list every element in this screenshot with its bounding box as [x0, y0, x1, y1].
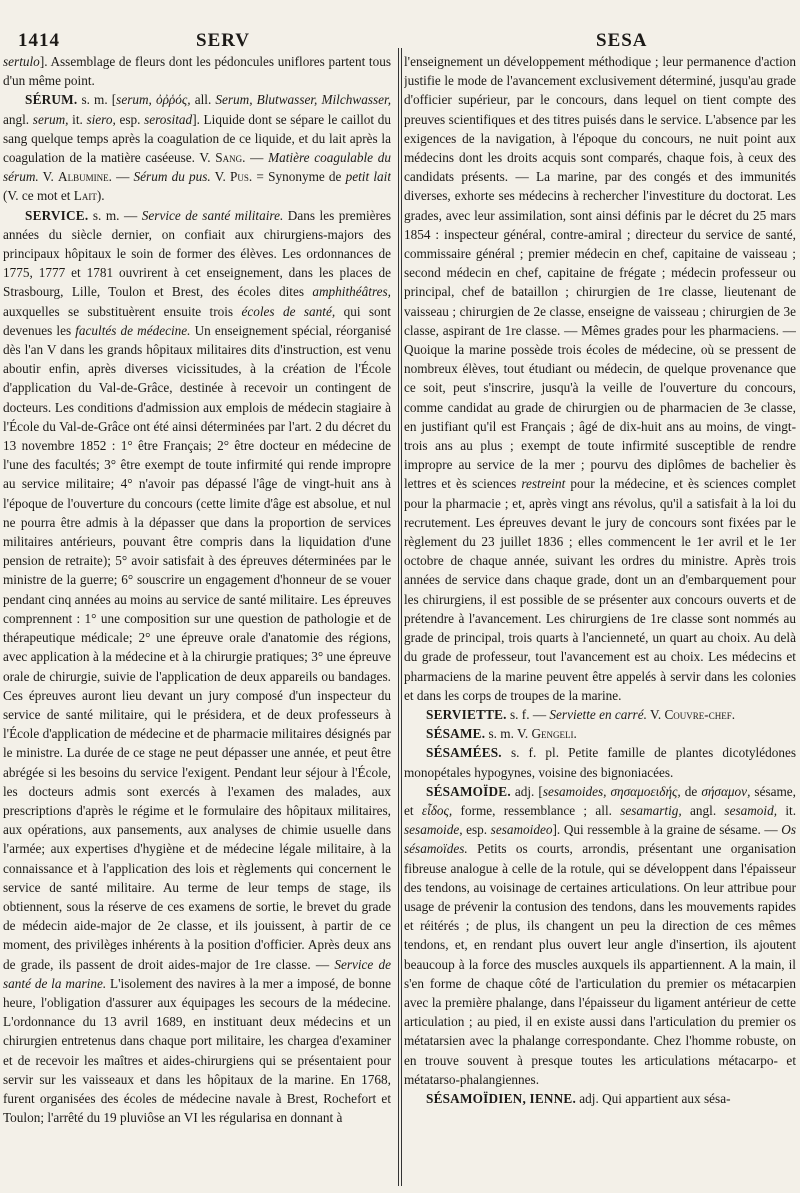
headword: SÉRUM.	[25, 92, 78, 108]
entry-sesamoidien: SÉSAMOÏDIEN, IENNE. adj. Qui appartient aux sésa-	[426, 1090, 731, 1106]
column-divider	[398, 48, 402, 1186]
entry-sesamoide: SÉSAMOÏDE. adj. [sesamoides, σησαμοειδής, de σήσαμον, sésame, et εἶδος, forme, ressemblance ; all. sesamartig, angl. sesamoid, it. sesamoide, esp. sesamoideo]. Qui ressemble à la graine de sésame. — Os sésamoïdes. Petits os courts, arrondis, présentant une organisation fibreuse analogue à celle de la rotule, qui se développent dans l'épaisseur des tendons, au voisinage de certaines articulations. On leur attribue pour usage de prévenir la contusion des tendons, dans les mouvements rapides et réitérés ; de plus, ils changent un peu la direction de ces mêmes tendons, et, en rendant plus ouvert leur angle d'insertion, ils ajoutent beaucoup à la force des muscles auxquels ils appartiennent. A la main, il s'en forme de chaque côté de l'articulation du premier os métacarpien avec la première phalange, dans l'épaisseur du ligament antérieur de cette articulation ; au pied, il en existe aussi dans l'articulation du premier os métatarsien avec la phalange correspondante. Chez l'homme robuste, on en trouve souvent à presque toutes les articulations métacarpo- et métatarso-phalangiennes.	[404, 783, 796, 1087]
entry-continuation: sertulo]. Assemblage de fleurs dont les pédoncules uniflores partent tous d'un même point.	[3, 54, 391, 89]
running-head-left: SERV	[196, 30, 251, 51]
headword: SERVIETTE.	[426, 706, 507, 722]
entry-sesame: SÉSAME. s. m. V. Gengeli.	[426, 726, 577, 742]
page-number: 1414	[18, 30, 60, 51]
headword: SERVICE.	[25, 207, 89, 223]
entry-continuation: l'enseignement un développement méthodique ; leur permanence d'action justifie le mode de l'avancement exclusivement déterminé, jusqu'au grade d'officier supérieur, par le concours, dans lequel on tient compte des preuves scientifiques et des titres puisés dans le service. L'absence par les exigences de la navigation, à l'époque du concours, ne nuit point aux médecins dont les droits acquis sont comparés, chaque fois, à ceux des candidats présents. — La marine, par des congés et des immunités diverses, exhorte ses médecins à rechercher l'investiture du doctorat. Les grades, avec leur assimilation, sont ainsi définis par le décret du 25 mars 1854 : inspecteur général, contre-amiral ; directeur du service de santé, commissaire général ; premier médecin en chef, capitaine de vaisseau ; second médecin en chef, capitaine de frégate ; médecin professeur ou principal, chef de bataillon ; chirurgien de 1re classe, lieutenant de vaisseau ; chirurgien de 2e classe, enseigne de vaisseau ; chirurgien de 3e classe, aspirant de 1re classe. — Mêmes grades pour les pharmaciens. — Quoique la marine possède trois écoles de médecine, où se pressent de nombreux élèves, tout étudiant ou médecin, de quelque provenance que ce soit, peut s'inscrire, jusqu'à la veille de l'ouverture du concours, comme candidat au grade de chirurgien ou de pharmacien de 3e classe, en justifiant qu'il est Français ; âgé de dix-huit ans au moins, de vingt-trois ans au plus ; exempt de toute infirmité susceptible de rendre impropre au service de la mer ; pourvu des diplômes de bachelier ès lettres et ès sciences restreint pour la médecine, et ès sciences complet pour la pharmacie ; et, après vingt ans révolus, qu'il a satisfait à la loi du recrutement. Les épreuves devant le jury de concours sont fixées par le règlement du 23 juillet 1836 ; elles commencent le 1er avril et le 1er octobre de chaque année, suivant les ordres du ministre. Après trois années de service dans chaque grade, dont un an d'embarquement pour les chirurgiens, il est possible de se présenter aux concours ouverts et de prétendre à l'avancement. Les chirurgiens de 1re classe sont nommés au grade de principal, trois quarts à l'ancienneté, un quart au choix. Au delà du grade de professeur, tout l'avancement est au choix. Les médecins et pharmaciens de la marine peuvent être appelés à servir dans les colonies et dans les corps de troupes de la marine.	[404, 54, 796, 703]
headword: SÉSAMÉES.	[426, 745, 502, 761]
running-head-right: SESA	[596, 30, 648, 51]
headword: SÉSAMOÏDIEN, IENNE.	[426, 1090, 576, 1106]
left-column	[3, 52, 391, 1188]
entry-sesamees: SÉSAMÉES. s. f. pl. Petite famille de plantes dicotylédones monopétales hypogynes, voisine des bignoniacées.	[404, 745, 796, 780]
entry-service: SERVICE. s. m. — Service de santé militaire. Dans les premières années du siècle dernier, on confiait aux chirurgiens-majors des principaux hôpitaux le soin de former des élèves. Les ordonnances de 1775, 1777 et 1781 ouvrirent à cet enseignement, dans les places de Strasbourg, Lille, Toulon et Brest, des écoles dites amphithéâtres, auxquelles se substituèrent ensuite trois écoles de santé, qui sont devenues les facultés de médecine. Un enseignement spécial, réorganisé dès l'an V dans les grands hôpitaux militaires dits d'instruction, est venu aboutir enfin, après diverses vicissitudes, à la création de l'École d'application du Val-de-Grâce, destinée à recevoir un contingent de docteurs. Les conditions d'admission aux emplois de médecin stagiaire à l'École du Val-de-Grâce ont été ainsi déterminées par l'art. 2 du décret du 13 novembre 1852 : 1° être Français; 2° être docteur en médecine de l'une des facultés; 3° être exempt de toute infirmité qui rende impropre au service militaire; 4° n'avoir pas dépassé l'âge de vingt-huit ans à l'époque de l'ouverture du concours (cette limite d'âge est absolue, et nul ne pourra être admis à la dépasser que dans la proportion de services militaires antérieurs, pouvant être compris dans la liquidation d'une pension de retraite); 5° avoir satisfait à des épreuves déterminées par le ministre de la guerre; 6° souscrire un engagement d'honneur de se vouer pendant cinq années au moins au service de santé militaire. Les épreuves comprennent : 1° une composition sur une question de pathologie et de thérapeutique médicale; 2° une épreuve orale d'anatomie des régions, avec application à la médecine et à la chirurgie pratiques; 3° une épreuve orale de chirurgie, suivie de l'application de deux appareils ou bandages. Ces épreuves auront lieu devant un jury composé d'un inspecteur du service de santé militaire, qui le présidera, et de deux professeurs à l'École d'application de médecine et de pharmacie militaires désignés par le ministre. La durée de ce stage ne peut dépasser une année, et peut être abrégée si les besoins du service l'exigent. Pendant leur séjour à l'École, les docteurs admis sont exercés à l'examen des malades, aux prescriptions d'après le régime et le formulaire des hôpitaux militaires, aux opérations, aux pansements, aux analyses de chimie usuelle dans l'armée; aux expertises d'hygiène et de médecine légale militaire, à la connaissance et à l'application des lois et règlements qui concernent le service de santé militaire. Au terme de leur temps de stage, ils obtiennent, sous la réserve de ces examens de sortie, le brevet du grade de médecin aide-major de 2e classe, et ils jouissent, à partir de ce moment, des privilèges inhérents à la position d'officier. Après deux ans de grade, ils passent de droit aides-major de 1re classe. — Service de santé de la marine. L'isolement des navires à la mer a imposé, de bonne heure, l'obligation d'assurer aux équipages les secours de la médecine. L'ordonnance du 13 avril 1689, en instituant deux médecins et un chirurgien entretenus dans chaque port militaire, les chargea d'examiner et de recevoir les maîtres et aides-chirurgiens qui se présentaient pour servir sur les vaisseaux et dans les hôpitaux de la marine. En 1768, furent organisées des écoles de médecine navale à Brest, Rochefort et Toulon; l'arrêté du 19 pluviôse an VI les régularisa en donnant à	[3, 207, 391, 1126]
entry-serviette: SERVIETTE. s. f. — Serviette en carré. V. Couvre-chef.	[426, 706, 736, 722]
entry-serum: SÉRUM. s. m. [serum, ὀῤῥός, all. Serum, Blutwasser, Milchwasser, angl. serum, it. siero, esp. serositad]. Liquide dont se sépare le caillot du sang quelque temps après la coagulation de ce liquide, et du lait après la coagulation de la matière caséeuse. V. Sang. — Matière coagulable du sérum. V. Albumine. — Sérum du pus. V. Pus. = Synonyme de petit lait (V. ce mot et Lait).	[3, 92, 391, 204]
headword: SÉSAME.	[426, 726, 486, 742]
headword: SÉSAMOÏDE.	[426, 783, 511, 799]
right-column	[404, 52, 796, 1188]
